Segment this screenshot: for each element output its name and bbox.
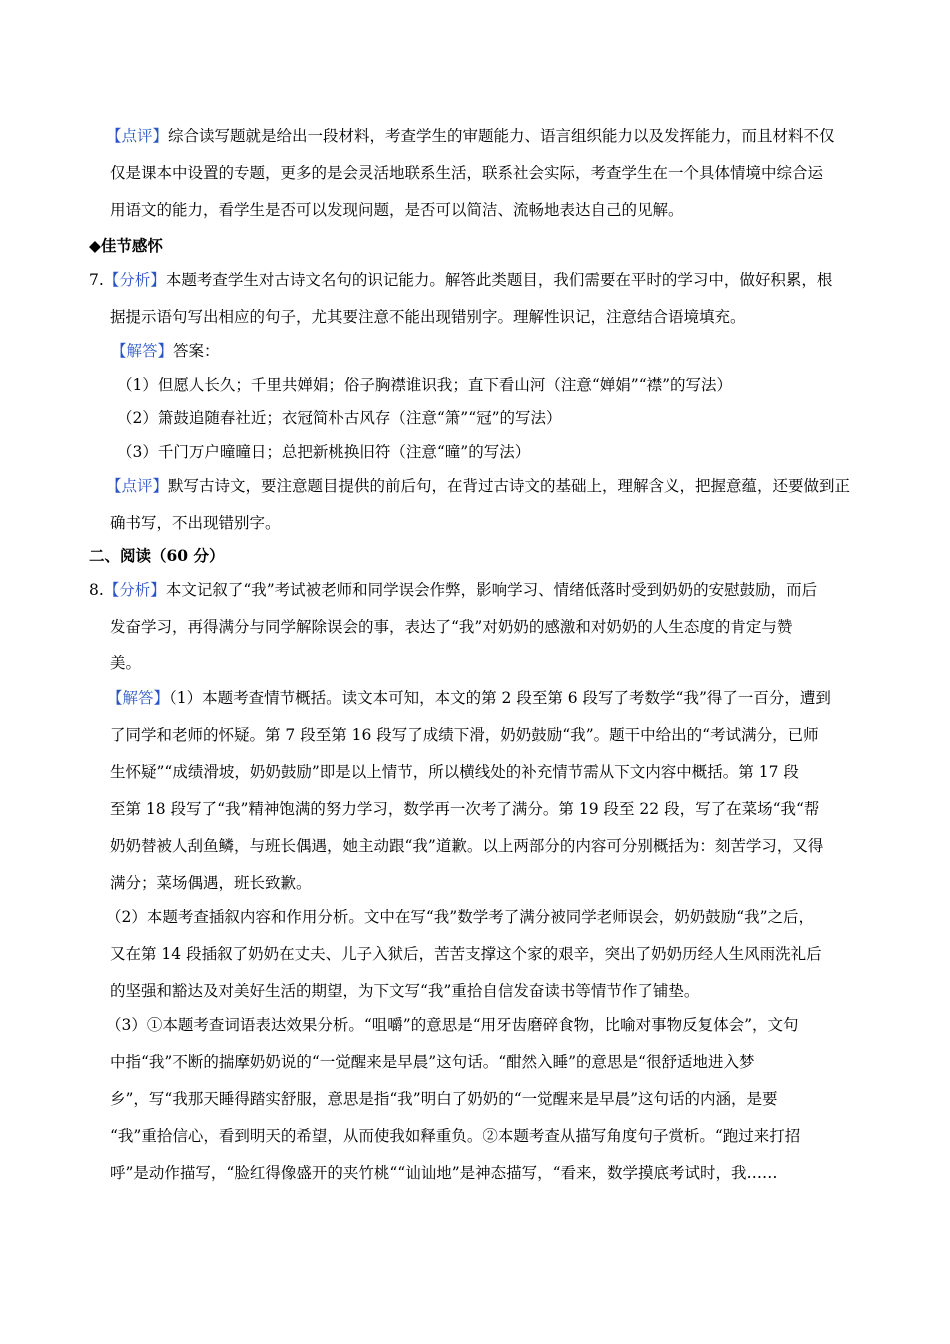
review-note-2: 【点评】默写古诗文，要注意题目提供的前后句，在背过古诗文的基础上，理解含义，把握意蕴，还要做到正 — [106, 477, 851, 495]
answer-item: （1）但愿人长久；千里共婵娟；俗子胸襟谁识我；直下看山河（注意“婵娟”“襟”的写法） — [117, 376, 733, 394]
question-8-answer: 【解答】（1）本题考查情节概括。读文本可知，本文的第 2 段至第 6 段写了考数学“我”得了一百分，遭到 — [107, 689, 831, 707]
section-heading: 二、阅读（60 分） — [89, 546, 225, 565]
question-number: 7. — [89, 271, 104, 289]
tag-label: 【分析】 — [103, 271, 166, 289]
paragraph-line: 呼”是动作描写，“脸红得像盛开的夹竹桃““讪讪地”是神态描写，“看来，数学摸底考试时，我…… — [110, 1164, 778, 1182]
paragraph-line: 的坚强和豁达及对美好生活的期望，为下文写“我”重拾自信发奋读书等情节作了铺垫。 — [110, 982, 700, 1000]
tag-label: 【点评】 — [106, 477, 169, 495]
paragraph-line: 确书写，不出现错别字。 — [110, 514, 281, 532]
tag-label: 【解答】 — [111, 342, 174, 360]
paragraph-line: （3）①本题考查词语表达效果分析。“咀嚼”的意思是“用牙齿磨碎食物，比喻对事物反复体会”，文句 — [106, 1016, 799, 1034]
paragraph-line: 至第 18 段写了“我”精神饱满的努力学习，数学再一次考了满分。第 19 段至 22 段，写了在菜场“我“帮 — [110, 800, 820, 818]
question-7-analysis: 7.【分析】本题考查学生对古诗文名句的识记能力。解答此类题目，我们需要在平时的学习中，做好积累，根 — [89, 271, 833, 289]
paragraph-line: 乡”，写“我那天睡得踏实舒服，意思是指“我”明白了奶奶的“一觉醒来是早晨”这句话的内涵，是要 — [110, 1090, 778, 1108]
paragraph-line: 生怀疑”“成绩滑坡，奶奶鼓励”即是以上情节，所以横线处的补充情节需从下文内容中概括。第 17 段 — [110, 763, 799, 781]
paragraph-line: （2）本题考查插叙内容和作用分析。文中在写“我”数学考了满分被同学老师误会，奶奶鼓励“我”之后， — [106, 908, 815, 926]
paragraph-line: 发奋学习，再得满分与同学解除误会的事，表达了“我”对奶奶的感激和对奶奶的人生态度的肯定与赞 — [110, 618, 793, 636]
paragraph-line: 满分；菜场偶遇，班长致歉。 — [110, 874, 312, 892]
section-heading: ◆佳节感怀 — [89, 236, 163, 255]
tag-label: 【分析】 — [103, 581, 166, 599]
paragraph-line: 奶奶替被人刮鱼鳞，与班长偶遇，她主动跟“我”道歉。以上两部分的内容可分别概括为：刻苦学习，又得 — [110, 837, 824, 855]
paragraph-line: 了同学和老师的怀疑。第 7 段至第 16 段写了成绩下滑，奶奶鼓励“我”。题干中给出的“考试满分，已师 — [110, 726, 819, 744]
paragraph-line: 美。 — [110, 654, 142, 672]
question-7-answer: 【解答】答案： — [111, 342, 220, 360]
answer-item: （2）箫鼓追随春社近；衣冠简朴古风存（注意“箫”“冠”的写法） — [117, 409, 562, 427]
review-note-1: 【点评】综合读写题就是给出一段材料，考查学生的审题能力、语言组织能力以及发挥能力，而且材料不仅 — [106, 127, 835, 145]
tag-label: 【解答】 — [107, 689, 170, 707]
paragraph-line: 用语文的能力，看学生是否可以发现问题，是否可以简洁、流畅地表达自己的见解。 — [110, 201, 684, 219]
paragraph-line: 中指“我”不断的揣摩奶奶说的“一觉醒来是早晨”这句话。“酣然入睡”的意思是“很舒适地进入梦 — [110, 1053, 755, 1071]
tag-label: 【点评】 — [106, 127, 169, 145]
question-8-analysis: 8.【分析】本文记叙了“我”考试被老师和同学误会作弊，影响学习、情绪低落时受到奶奶的安慰鼓励，而后 — [89, 581, 818, 599]
paragraph-line: “我”重拾信心，看到明天的希望，从而使我如释重负。②本题考查从描写角度句子赏析。“跑过来打招 — [110, 1127, 801, 1145]
paragraph-line: 又在第 14 段插叙了奶奶在丈夫、儿子入狱后，苦苦支撑这个家的艰辛，突出了奶奶历经人生风雨洗礼后 — [110, 945, 822, 963]
question-number: 8. — [89, 581, 104, 599]
paragraph-line: 仅是课本中设置的专题，更多的是会灵活地联系生活，联系社会实际，考查学生在一个具体情境中综合运 — [110, 164, 824, 182]
answer-item: （3）千门万户曈曈日；总把新桃换旧符（注意“曈”的写法） — [117, 443, 531, 461]
paragraph-line: 据提示语句写出相应的句子，尤其要注意不能出现错别字。理解性识记，注意结合语境填充。 — [110, 308, 746, 326]
